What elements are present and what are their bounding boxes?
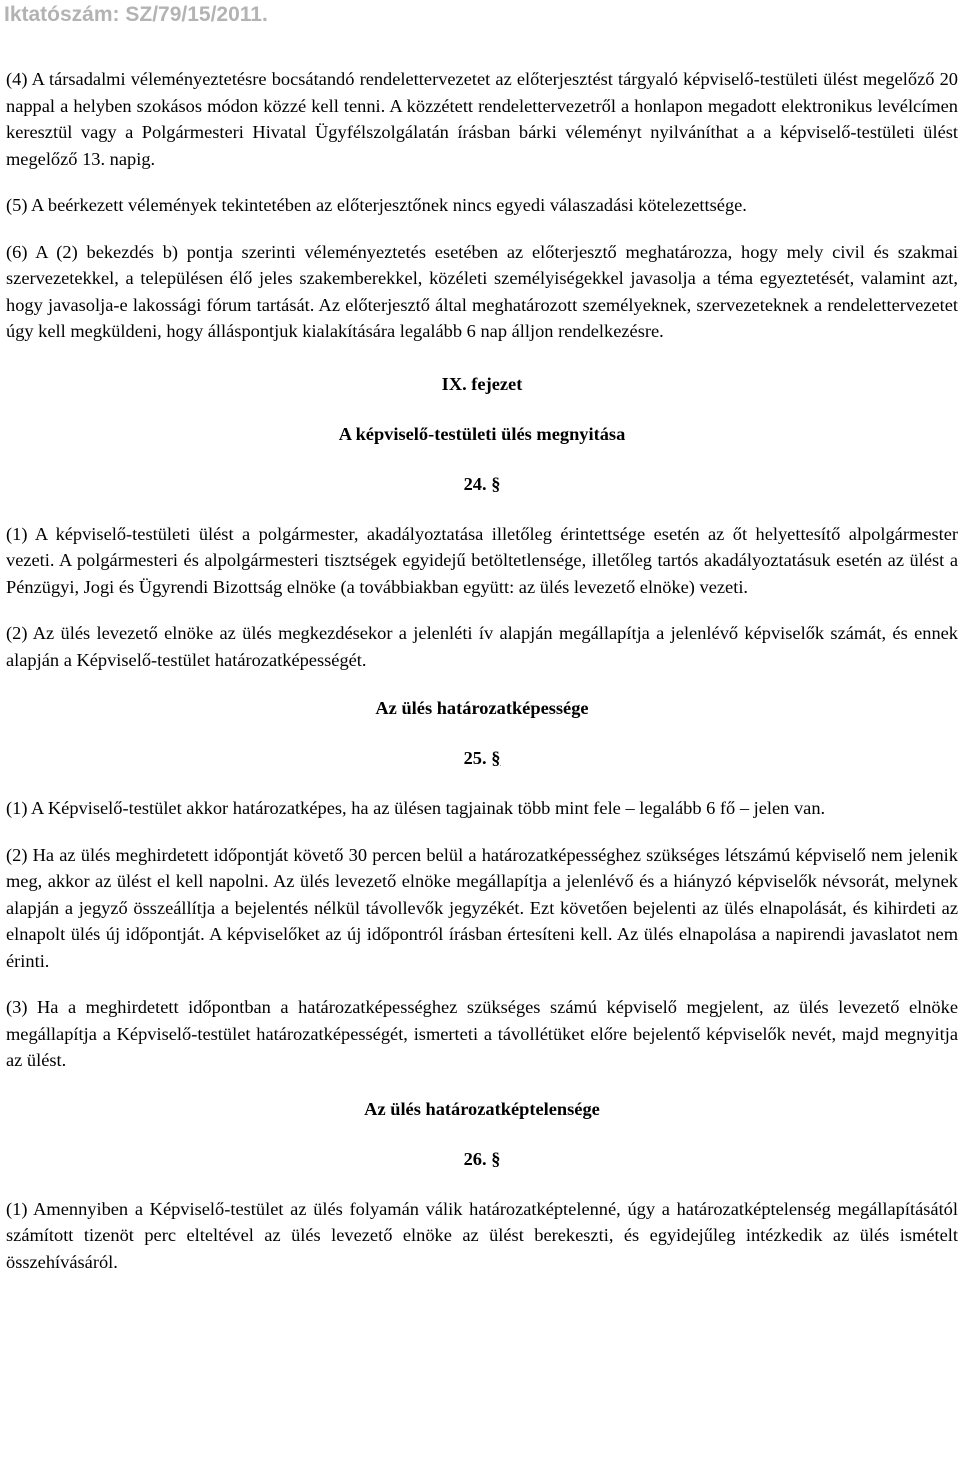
chapter-title: A képviselő-testületi ülés megnyitása	[338, 423, 626, 444]
section-24-paragraph-2: (2) Az ülés levezető elnöke az ülés megkezdésekor a jelenléti ív alapján megállapítja a jelenlévő képviselők számát, és ennek alapján a Képviselő-testület határozatképességét.	[6, 623, 958, 670]
section-24-heading	[6, 471, 958, 497]
document-body	[6, 66, 958, 1295]
section-26-heading	[6, 1146, 958, 1172]
section-number: 25.	[463, 748, 487, 768]
paragraph-5: (5) A beérkezett vélemények tekintetében az előterjesztőnek nincs egyedi válaszadási kötelezettsége.	[6, 195, 747, 215]
subheading-no-quorum: Az ülés határozatképtelensége	[364, 1098, 600, 1119]
paragraph-6: (6) A (2) bekezdés b) pontja szerinti véleményeztetés esetében az előterjesztő meghatározza, hogy mely civil és szakmai szervezetekkel, a településen élő jeles szakemberekkel, közéleti személyiségekkel javasolja a téma egyeztetését, valamint azt, hogy javasolja-e lakossági fórum tartását. Az előterjesztő által meghatározott személyeknek, szervezeteknek a rendelettervezetet úgy kell megküldeni, hogy álláspontjuk kialakítására legalább 6 nap álljon rendelkezésre.	[6, 241, 958, 341]
section-sign-icon: §	[491, 1148, 501, 1169]
section-sign-icon: §	[491, 748, 501, 768]
subheading-quorum: Az ülés határozatképessége	[375, 698, 589, 718]
section-24-paragraph-1: (1) A képviselő-testületi ülést a polgármester, akadályoztatása illetőleg érintettsége esetén az őt helyettesítő alpolgármester vezeti. A polgármesteri és alpolgármesteri tisztségek egyidejű betöltetlensége, illetőleg tartós akadályoztatásuk esetén az ülést a Pénzügyi, Jogi és Ügyrendi Bizottság elnöke (a továbbiakban együtt: az ülés levezető elnöke) vezeti.	[6, 523, 958, 597]
section-25-heading	[6, 745, 958, 771]
chapter-number: IX. fejezet	[441, 373, 523, 394]
section-25-paragraph-3: (3) Ha a meghirdetett időpontban a határozatképességhez szükséges számú képviselő megjelent, az ülés levezető elnöke megállapítja a Képviselő-testület határozatképességét, ismerteti a távollétüket előre bejelentő képviselők nevét, majd megnyitja az ülést.	[6, 997, 958, 1070]
section-number: 24.	[463, 473, 487, 494]
section-25-paragraph-1: (1) A Képviselő-testület akkor határozatképes, ha az ülésen tagjainak több mint fele – legalább 6 fő – jelen van.	[6, 798, 826, 818]
section-25-paragraph-2: (2) Ha az ülés meghirdetett időpontját követő 30 percen belül a határozatképességhez szükséges létszámú képviselő nem jelenik meg, akkor az ülést el kell napolni. Az ülés levezető elnöke megállapítja a jelenlévő és a hiányzó képviselők névsorát, melynek alapján a jegyző összeállítja a bejelentés nélkül távollevők jegyzékét. Ezt követően bejelenti az ülés elnapolását, és kihirdeti az elnapolt ülés új időpontját. A képviselőket az új időpontról írásban értesíteni kell. Az ülés elnapolása a napirendi javaslatot nem érinti.	[6, 844, 958, 971]
document-reference-number: Iktatószám: SZ/79/15/2011.	[4, 3, 268, 26]
section-sign-icon: §	[491, 473, 501, 494]
section-number: 26.	[463, 1148, 487, 1169]
paragraph-4: (4) A társadalmi véleményeztetésre bocsátandó rendelettervezetet az előterjesztést tárgyaló képviselő-testületi ülést megelőző 20 nappal a helyben szokásos módon közzé kell tenni. A közzétett rendelettervezetről a honlapon megadott elektronikus levélcímen keresztül vagy a Polgármesteri Hivatal Ügyfélszolgálatán írásban bárki véleményt nyilváníthat a a képviselő-testületi ülést megelőző 13. napig.	[6, 69, 958, 169]
section-26-paragraph-1: (1) Amennyiben a Képviselő-testület az ülés folyamán válik határozatképtelenné, úgy a határozatképtelenség megállapításától számított tizenöt perc elteltével az ülés levezető elnöke az ülést berekeszti, és egyidejűleg intézkedik az ülés ismételt összehívásáról.	[6, 1198, 958, 1272]
